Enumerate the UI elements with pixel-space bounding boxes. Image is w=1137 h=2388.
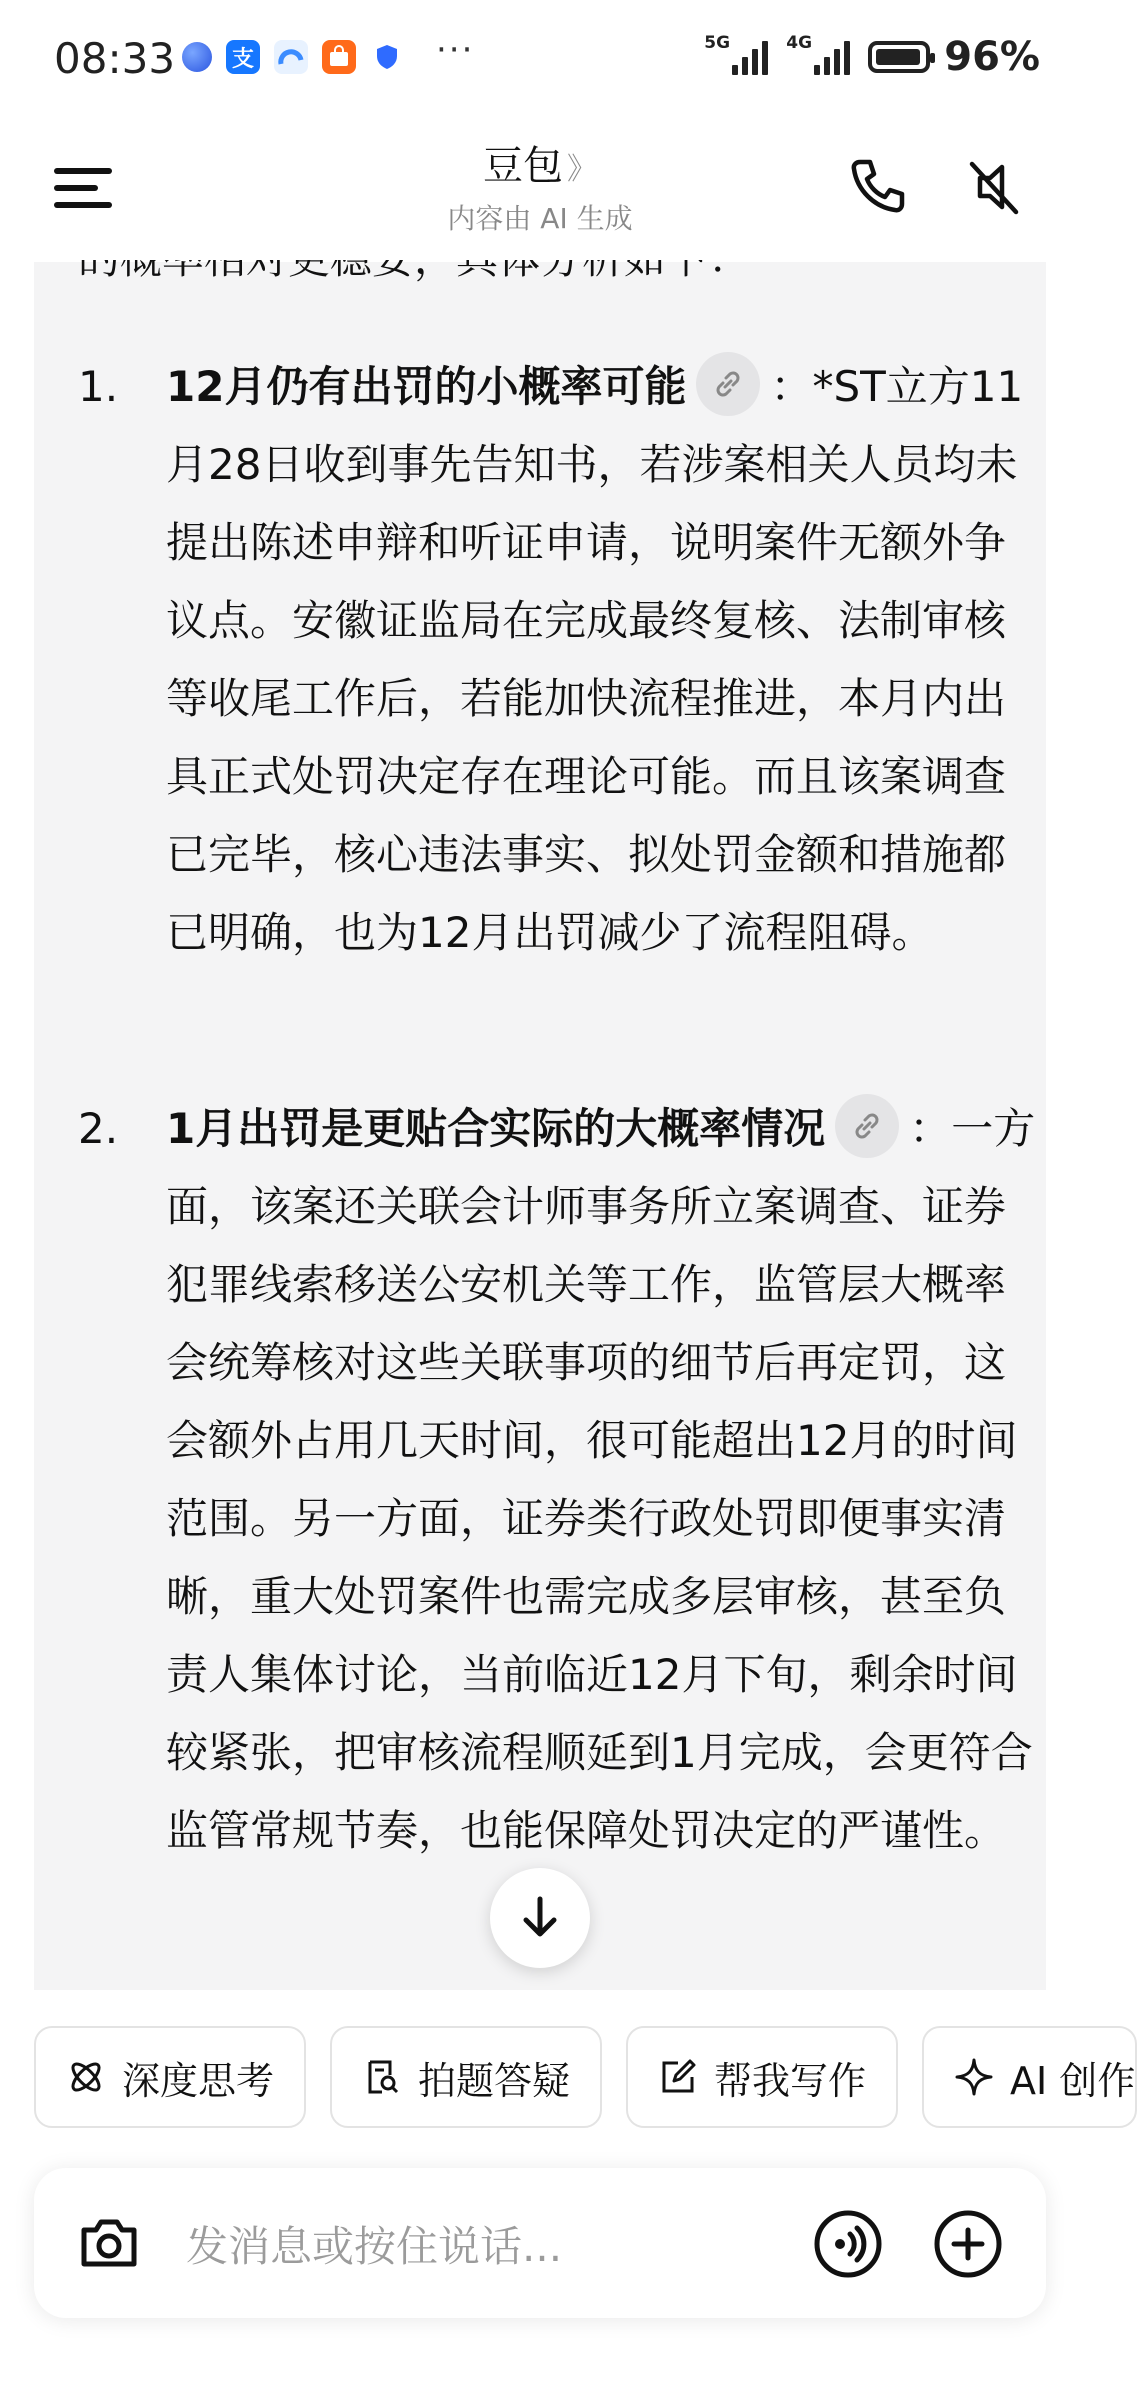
item-heading: 1月出罚是更贴合实际的大概率情况: [166, 1104, 826, 1153]
status-time: 08:33: [54, 34, 176, 83]
quick-action-bar: [34, 2026, 1137, 2132]
chip-label: AI 创作: [1010, 2058, 1136, 2103]
system-status: [704, 34, 1040, 80]
deep-think-button[interactable]: [34, 2026, 306, 2128]
status-bar: [0, 0, 1080, 120]
arrow-down-icon: [518, 1893, 562, 1943]
chip-label: 拍题答疑: [418, 2058, 571, 2103]
network-4g-label: 4G: [786, 33, 813, 53]
alipay-icon: 支: [226, 40, 260, 74]
ai-disclaimer: 内容由 AI 生成: [447, 202, 633, 235]
photo-question-button[interactable]: [330, 2026, 602, 2128]
camera-icon[interactable]: [74, 2208, 144, 2278]
photo-question-icon: [362, 2057, 402, 2097]
atom-icon: [66, 2057, 106, 2097]
browser-app-icon: [274, 40, 308, 74]
battery-icon: [868, 41, 930, 73]
voice-call-icon[interactable]: [812, 2208, 884, 2280]
speaker-muted-icon[interactable]: [958, 152, 1028, 222]
sparkle-icon: [954, 2057, 994, 2097]
notification-icons: [182, 40, 404, 74]
add-icon[interactable]: [932, 2208, 1004, 2280]
page-title[interactable]: [0, 134, 1080, 191]
message-bubble: [34, 262, 1046, 1990]
chip-label: 帮我写作: [714, 2058, 867, 2103]
bot-name: 豆包: [483, 143, 563, 189]
message-input-bar: [34, 2168, 1046, 2318]
network-5g-label: 5G: [704, 33, 731, 53]
link-icon[interactable]: [696, 352, 760, 416]
phone-call-icon[interactable]: [842, 152, 912, 222]
item-heading: 12月仍有出罚的小概率可能: [166, 362, 687, 411]
battery-level: 96%: [944, 34, 1040, 80]
message-input[interactable]: 发消息或按住说话...: [186, 2222, 563, 2271]
list-item: [78, 1090, 1038, 1870]
item-text: ：*ST立方11月28日收到事先告知书，若涉案相关人员均未提出陈述申辩和听证申请，说明案件无额外争议点。安徽证监局在完成最终复核、法制审核等收尾工作后，若能加快流程推进，本月内出具正式处罚决定存在理论可能。而且该案调查已完毕，核心违法事实、拟处罚金额和措施都已明确，也为12月出罚减少了流程阻碍。: [166, 362, 1024, 957]
chevron-right-icon: 》: [567, 152, 597, 187]
list-number: 2.: [78, 1104, 119, 1153]
ai-create-button[interactable]: [922, 2026, 1137, 2128]
signal-5g-icon: [704, 33, 772, 77]
app-notification-icon: [182, 42, 212, 72]
list-item: [78, 348, 1038, 972]
chat-header: [0, 120, 1080, 260]
chip-label: 深度思考: [122, 2058, 275, 2103]
shield-icon: [370, 40, 404, 74]
edit-icon: [658, 2057, 698, 2097]
signal-4g-icon: [786, 33, 854, 77]
scroll-to-bottom-button[interactable]: [490, 1868, 590, 1968]
shopping-app-icon: [322, 40, 356, 74]
more-notifications-icon: ···: [436, 30, 475, 70]
help-write-button[interactable]: [626, 2026, 898, 2128]
item-text: ：一方面，该案还关联会计师事务所立案调查、证券犯罪线索移送公安机关等工作，监管层大概率会统筹核对这些关联事项的细节后再定罚，这会额外占用几天时间，很可能超出12月的时间范围。另一方面，证券类行政处罚即便事实清晰，重大处罚案件也需完成多层审核，甚至负责人集体讨论，当前临近12月下旬，剩余时间较紧张，把审核流程顺延到1月完成，会更符合监管常规节奏，也能保障处罚决定的严谨性。: [166, 1104, 1036, 1855]
list-number: 1.: [78, 362, 119, 411]
link-icon[interactable]: [835, 1094, 899, 1158]
title-block[interactable]: [0, 134, 1080, 237]
